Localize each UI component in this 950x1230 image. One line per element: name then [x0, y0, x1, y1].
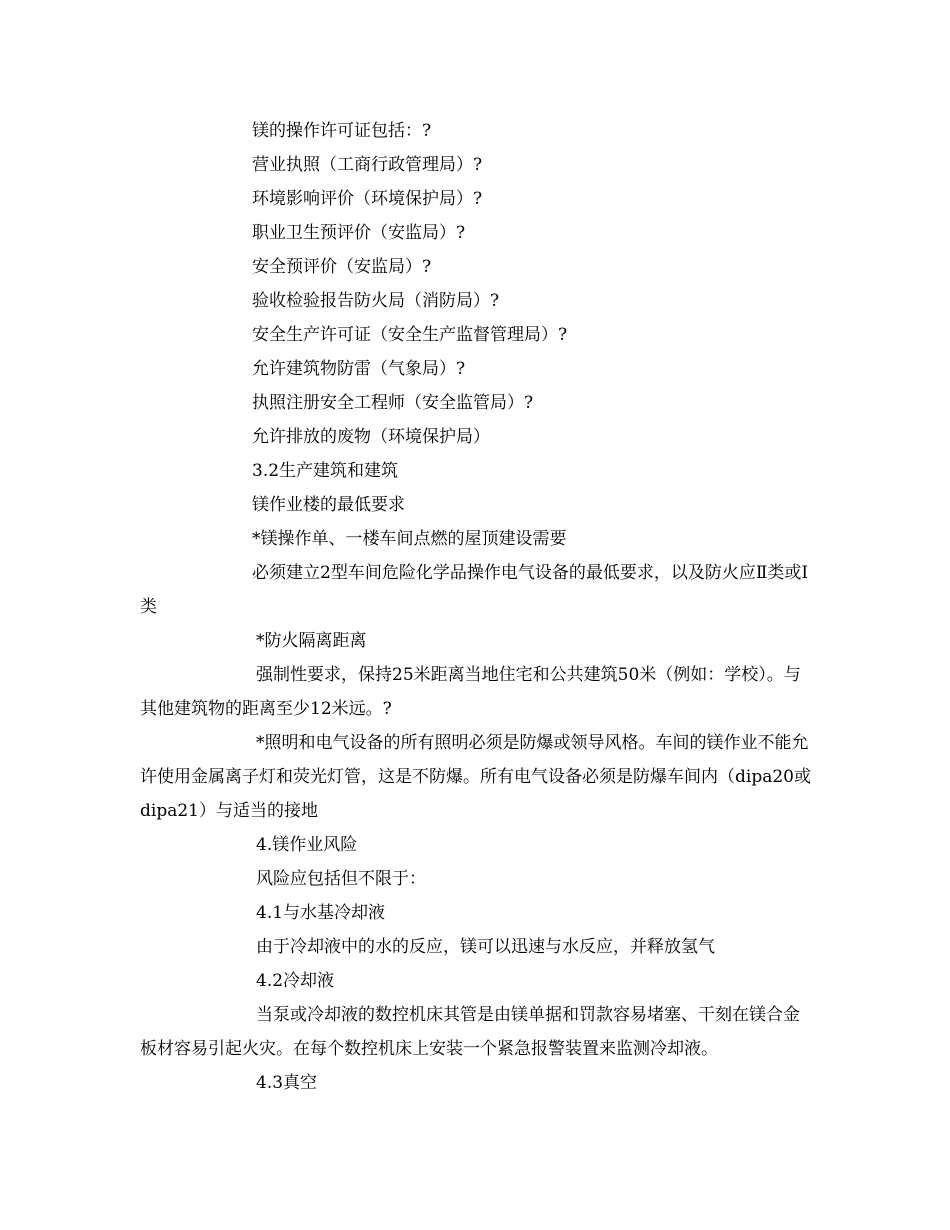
paragraph-coolant-fire: 当泵或冷却液的数控机床其管是由镁单据和罚款容易堵塞、干刻在镁合金板材容易引起火灾。在每个数控机床上安装一个紧急报警装置来监测冷却液。 [140, 1005, 800, 1059]
section-heading-4: 4.镁作业风险 [256, 835, 358, 855]
paragraph-fire-separation: *防火隔离距离 [256, 631, 367, 651]
paragraph-lighting-electrical: *照明和电气设备的所有照明必须是防爆或领导风格。车间的镁作业不能允许使用金属离子灯和荧光灯管，这是不防爆。所有电气设备必须是防爆车间内（dipa20或dipa21）与适当的接地 [140, 733, 811, 821]
section-heading-4-2: 4.2冷却液 [256, 971, 335, 991]
section-heading-3-2: 3.2生产建筑和建筑 [252, 461, 399, 481]
paragraph-waste-discharge: 允许排放的废物（环境保护局） [252, 427, 490, 447]
paragraph-risk-intro: 风险应包括但不限于： [256, 869, 426, 889]
paragraph-distance-requirements: 强制性要求，保持25米距离当地住宅和公共建筑50米（例如：学校）。与其他建筑物的距离至少12米远。? [140, 665, 801, 719]
paragraph-water-reaction: 由于冷却液中的水的反应，镁可以迅速与水反应，并释放氢气 [256, 937, 715, 957]
paragraph-occupational-health: 职业卫生预评价（安监局）? [252, 223, 466, 243]
paragraph-safety-production-license: 安全生产许可证（安全生产监督管理局）? [252, 325, 568, 345]
paragraph-electrical-requirements: 必须建立2型车间危险化学品操作电气设备的最低要求，以及防火应Ⅱ类或Ⅰ类 [140, 563, 809, 617]
paragraph-fire-inspection: 验收检验报告防火局（消防局）? [252, 291, 500, 311]
paragraph-building-requirements: 镁作业楼的最低要求 [252, 495, 405, 515]
paragraph-roof-construction: *镁操作单、一楼车间点燃的屋顶建设需要 [252, 529, 567, 549]
paragraph-business-license: 营业执照（工商行政管理局）? [252, 155, 483, 175]
section-heading-4-1: 4.1与水基冷却液 [256, 903, 386, 923]
paragraph-permit-intro: 镁的操作许可证包括：? [252, 121, 432, 141]
paragraph-safety-engineer: 执照注册安全工程师（安全监管局）? [252, 393, 534, 413]
document-body [140, 114, 812, 1100]
section-heading-4-3: 4.3真空 [256, 1073, 318, 1093]
paragraph-environmental-assessment: 环境影响评价（环境保护局）? [252, 189, 483, 209]
paragraph-lightning-protection: 允许建筑物防雷（气象局）? [252, 359, 466, 379]
paragraph-safety-pre-assessment: 安全预评价（安监局）? [252, 257, 432, 277]
